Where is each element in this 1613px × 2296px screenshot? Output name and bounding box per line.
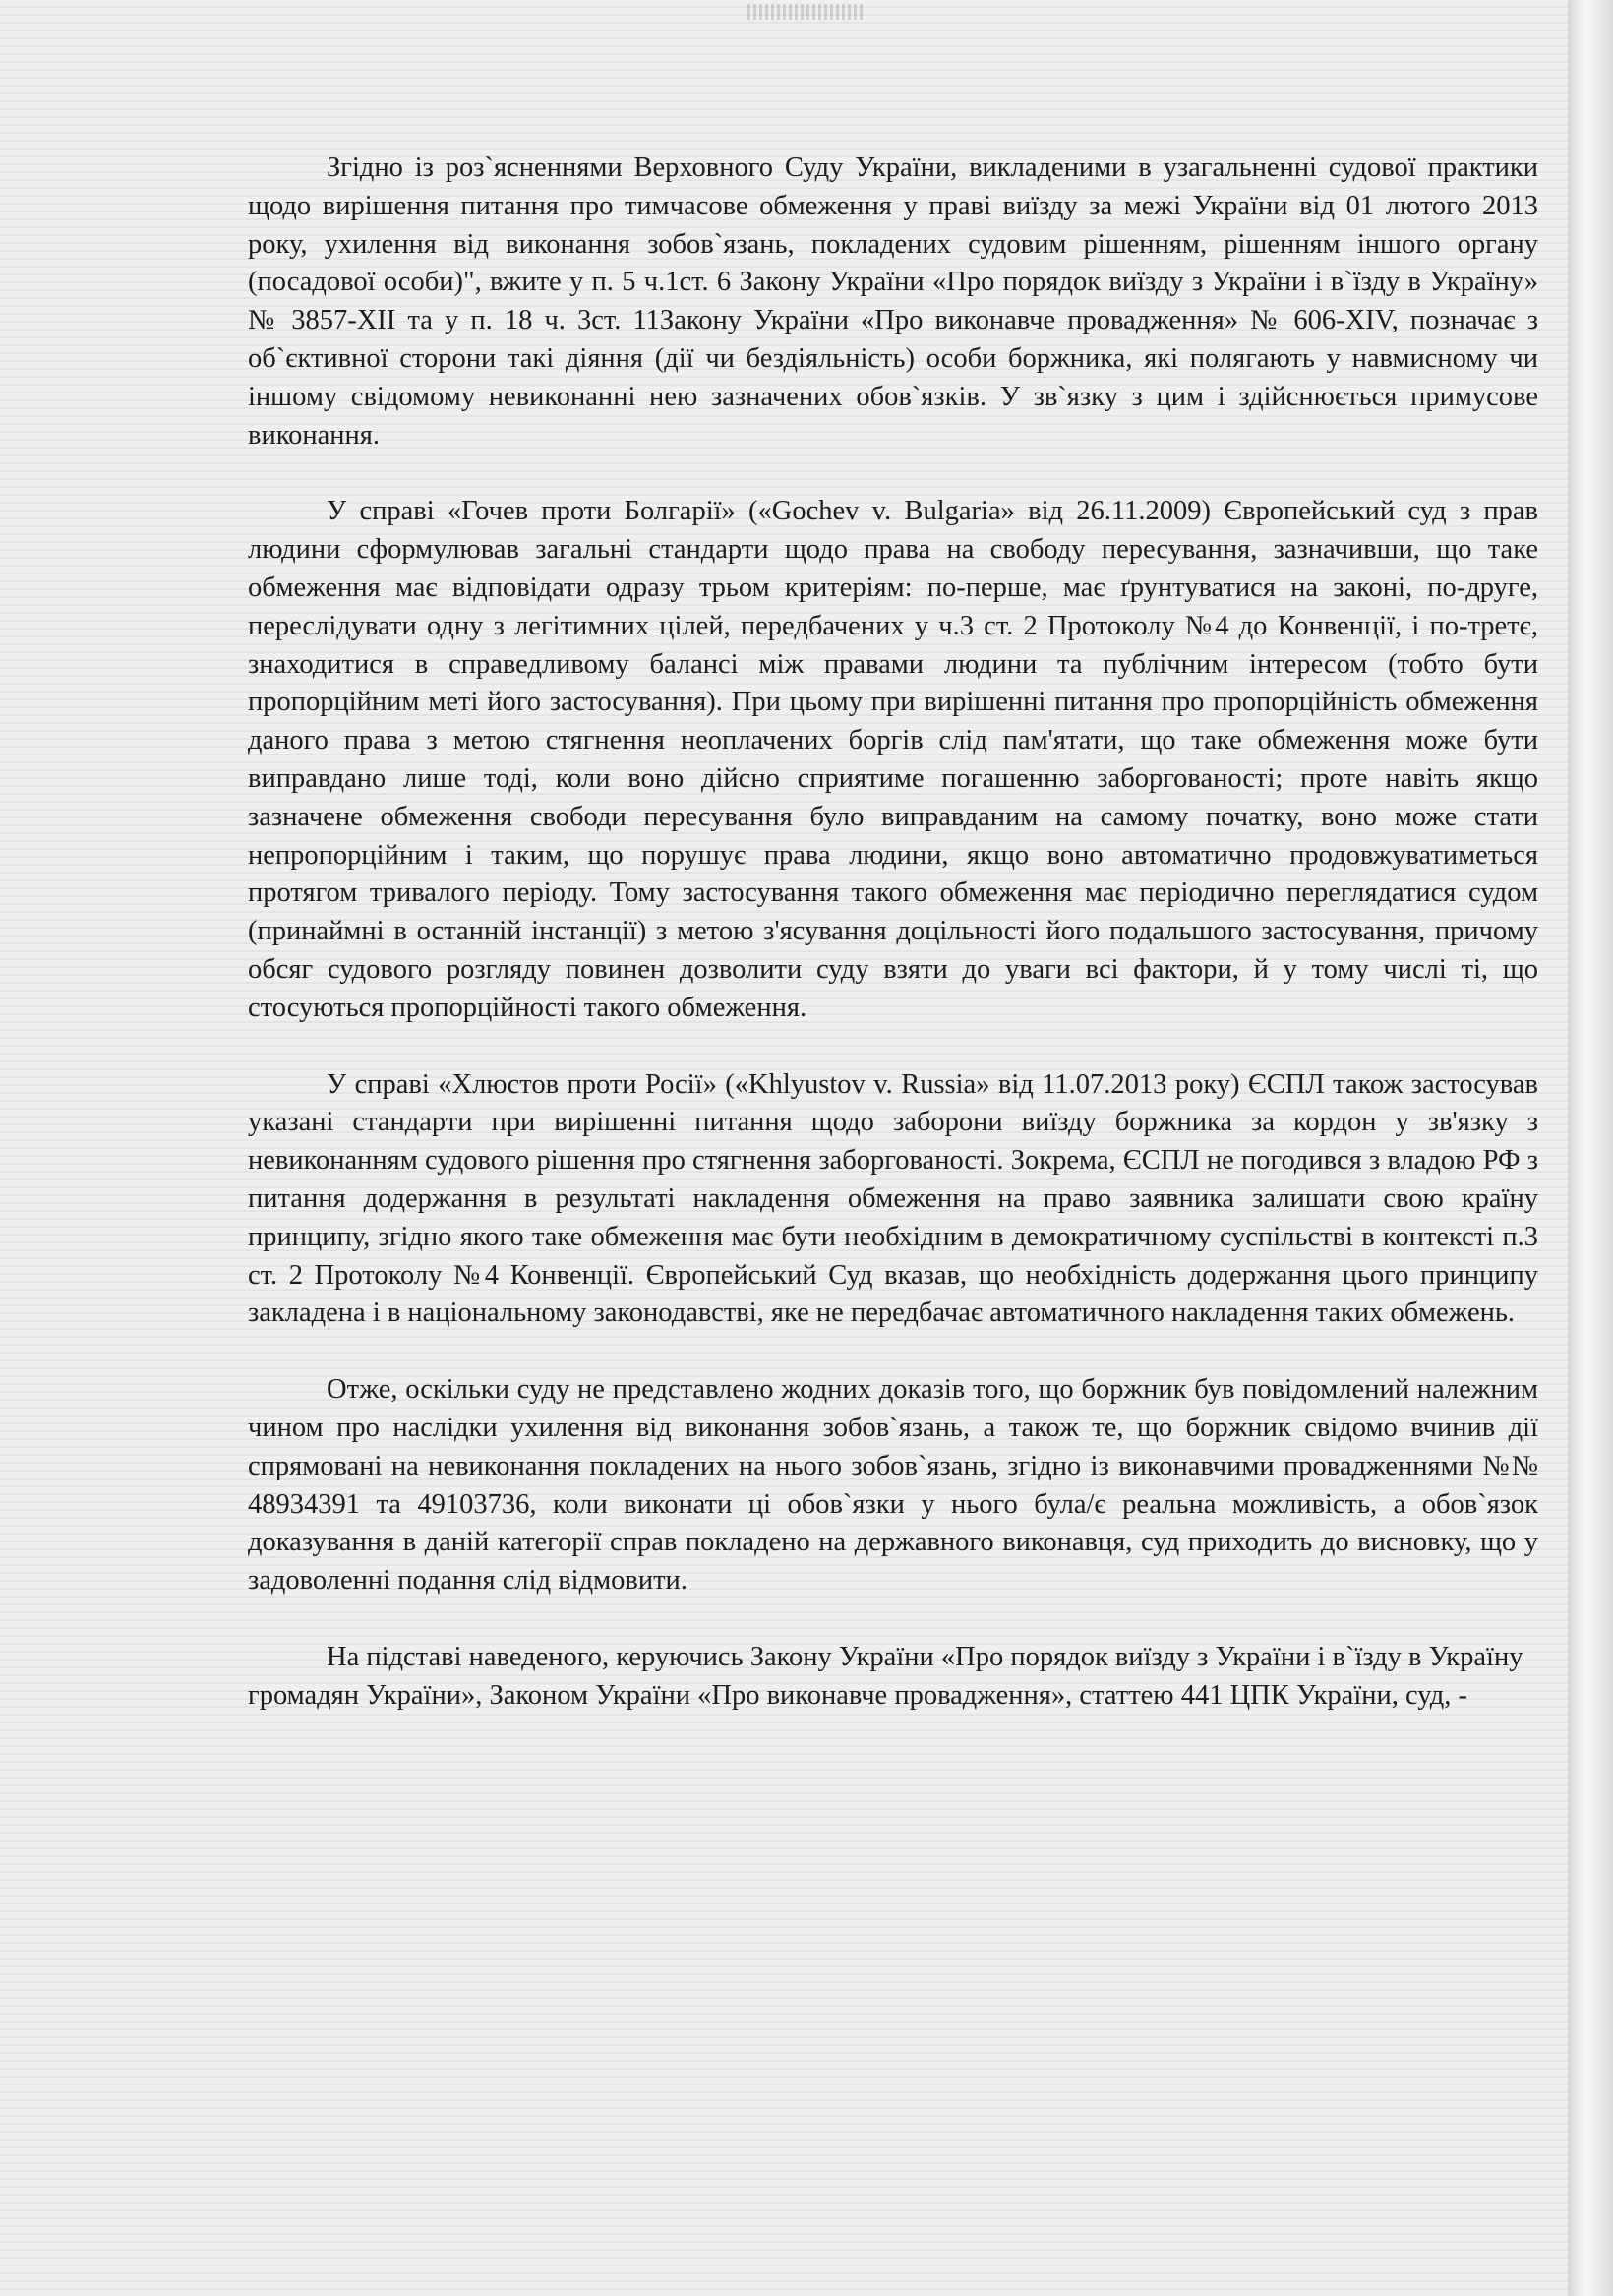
scan-artifact-mark [747,4,866,20]
paragraph-conclusion: Отже, оскільки суду не представлено жодних доказів того, що боржник був повідомлений належним чином про наслідки ухилення від виконання зобов`язань, а також те, що боржник свідомо вчинив дії спрямовані на невиконання покладених на нього зобов`язань, згідно із виконавчими провадженнями №№ 48934391 та 49103736, коли виконати ці обов`язки у нього була/є реальна можливість, а обов`язок доказування в даній категорії справ покладено на державного виконавця, суд приходить до висновку, що у задоволенні подання слід відмовити. [248,1374,1538,1597]
page-edge-shadow [1568,0,1613,2296]
paragraph-khlyustov-case: У справі «Хлюстов проти Росії» («Khlyustov v. Russia» від 11.07.2013 року) ЄСПЛ також застосував указані стандарти при вирішенні питання щодо заборони виїзду боржника за кордон у зв'язку з невиконанням судового рішення про стягнення заборгованості. Зокрема, ЄСПЛ не погодився з владою РФ з питання додержання в результаті накладення обмеження на право заявника залишати свою країну принципу, згідно якого таке обмеження має бути необхідним в демократичному суспільстві в контексті п.3 ст. 2 Протоколу №4 Конвенції. Європейський Суд вказав, що необхідність додержання цього принципу закладена і в національному законодавстві, яке не передбачає автоматичного накладення таких обмежень. [248,1068,1538,1329]
paragraph-supreme-court-clarification: Згідно із роз`ясненнями Верховного Суду України, викладеними в узагальненні судової практики щодо вирішення питання про тимчасове обмеження у праві виїзду за межі України від 01 лютого 2013 року, ухилення від виконання зобов`язань, покладених судовим рішенням, рішенням іншого органу (посадової особи)", вжите у п. 5 ч.1ст. 6 Закону України «Про порядок виїзду з України і в`їзду в Україну» № 3857-XII та у п. 18 ч. 3ст. 11Закону України «Про виконавче провадження» № 606-XIV, позначає з об`єктивної сторони такі діяння (дії чи бездіяльність) особи боржника, які полягають у навмисному чи іншому свідомому невиконанні нею зазначених обов`язків. У зв`язку з цим і здійснюється примусове виконання. [248,152,1538,451]
paragraph-legal-basis: На підставі наведеного, керуючись Закону України «Про порядок виїзду з України і в`їзду в Україну громадян України», Законом України «Про виконавче провадження», статтею 441 ЦПК України, суд, - [248,1641,1523,1711]
document-body [248,150,1538,1715]
paragraph-gochev-case: У справі «Гочев проти Болгарії» («Gochev v. Bulgaria» від 26.11.2009) Європейський суд з прав людини сформулював загальні стандарти щодо права на свободу пересування, зазначивши, що таке обмеження має відповідати одразу трьом критеріям: по-перше, має ґрунтуватися на законі, по-друге, переслідувати одну з легітимних цілей, передбачених у ч.3 ст. 2 Протоколу №4 до Конвенції, і по-третє, знаходитися в справедливому балансі між правами людини та публічним інтересом (тобто бути пропорційним меті його застосування). При цьому при вирішенні питання про пропорційність обмеження даного права з метою стягнення неоплачених боргів слід пам'ятати, що таке обмеження може бути виправдано лише тоді, коли воно дійсно сприятиме погашенню заборгованості; проте навіть якщо зазначене обмеження свободи пересування було виправданим на самому початку, воно може стати непропорційним і таким, що порушує права людини, якщо воно автоматично продовжуватиметься протягом тривалого періоду. Тому застосування такого обмеження має періодично переглядатися судом (принаймні в останній інстанції) з метою з'ясування доцільності його подальшого застосування, причому обсяг судового розгляду повинен дозволити суду взяти до уваги всі фактори, й у тому числі ті, що стосуються пропорційності такого обмеження. [248,496,1538,1023]
